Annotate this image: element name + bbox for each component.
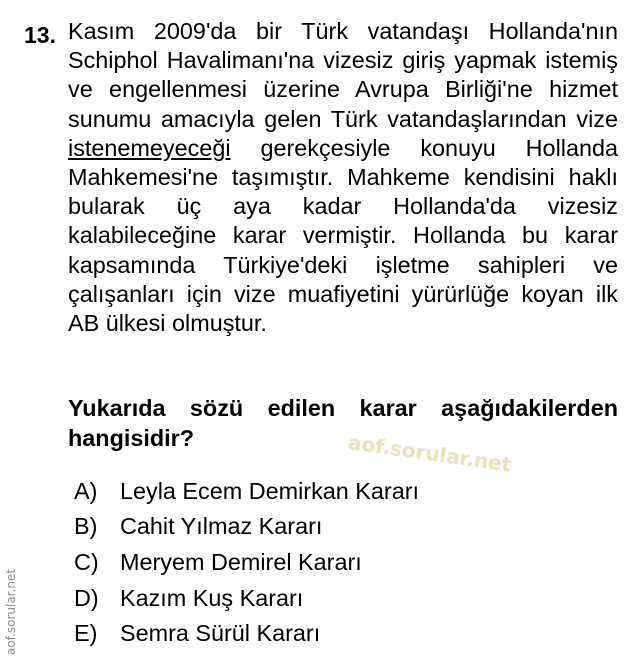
option-letter: A) bbox=[74, 478, 98, 504]
option-e[interactable] bbox=[74, 616, 320, 650]
option-a[interactable] bbox=[74, 474, 419, 508]
option-letter: E) bbox=[74, 620, 98, 646]
question-number: 13. bbox=[24, 22, 56, 48]
stem-text-after: gerekçesiyle konuyu Hollanda Mahkemesi'ne taşımıştır. Mahkeme kendisini haklı bularak üç aya kadar Hollanda'da vizesiz kalabileceğine karar vermiştir. Hollanda bu karar kapsamında Türkiye'deki işletme sahipleri ve çalışanları için vize muafiyetini yürürlüğe koyan ilk AB ülkesi olmuştur. bbox=[68, 134, 618, 337]
option-letter: C) bbox=[74, 549, 99, 575]
option-text: Cahit Yılmaz Kararı bbox=[120, 513, 323, 539]
option-letter: D) bbox=[74, 585, 99, 611]
watermark-side: aof.sorular.net bbox=[4, 568, 18, 655]
watermark-center: aof.sorular.net bbox=[346, 430, 513, 477]
option-text: Meryem Demirel Kararı bbox=[120, 549, 362, 575]
option-text: Leyla Ecem Demirkan Kararı bbox=[120, 478, 419, 504]
question-prompt: Yukarıda sözü edilen karar aşağıdakilerden hangisidir? bbox=[68, 395, 618, 451]
option-b[interactable] bbox=[74, 509, 322, 543]
option-letter: B) bbox=[74, 513, 98, 539]
option-c[interactable] bbox=[74, 545, 362, 579]
option-text: Semra Sürül Kararı bbox=[120, 620, 321, 646]
question-stem bbox=[68, 17, 618, 338]
stem-underlined-word: istenemeyeceği bbox=[68, 134, 231, 161]
option-text: Kazım Kuş Kararı bbox=[120, 585, 304, 611]
stem-text-before: Kasım 2009'da bir Türk vatandaşı Hollanda'nın Schiphol Havalimanı'na vizesiz giriş yapmak istemiş ve engellenmesi üzerine Avrupa Birliği'ne hizmet sunumu amacıyla gelen Türk vatandaşlarından vize bbox=[68, 18, 618, 132]
option-d[interactable] bbox=[74, 581, 303, 615]
